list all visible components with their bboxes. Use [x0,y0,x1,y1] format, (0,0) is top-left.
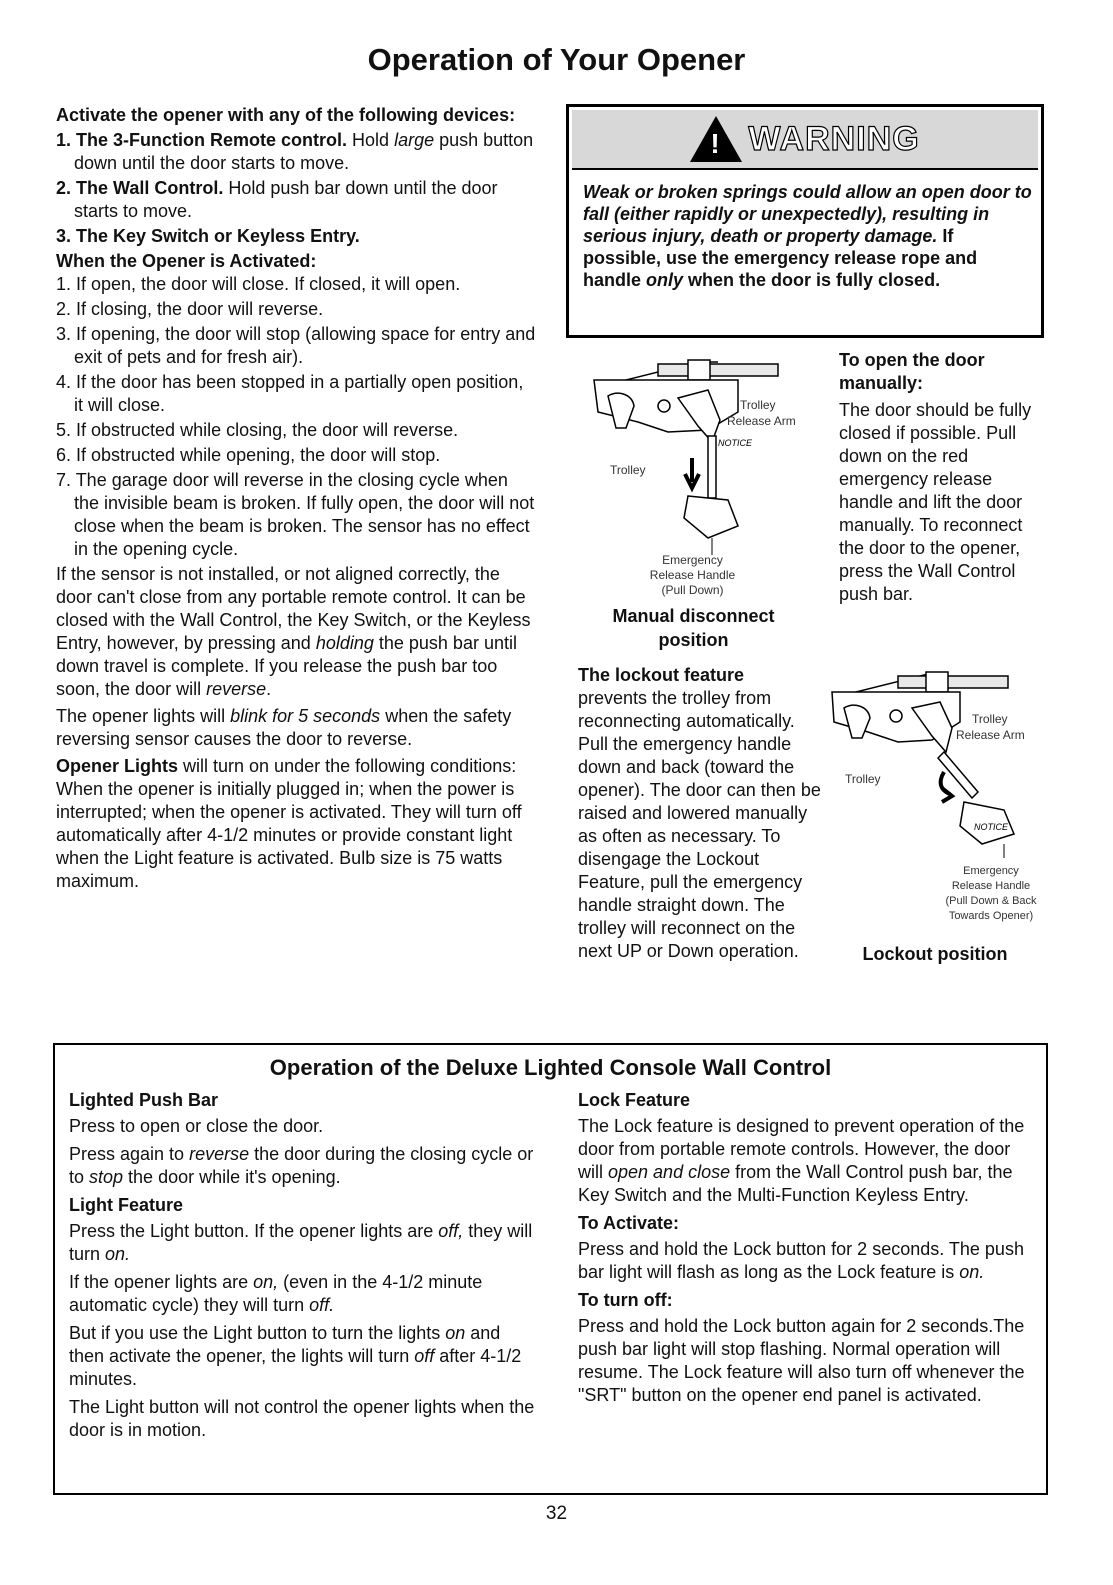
diagram2-handle-label: Emergency Release Handle (Pull Down & Back Towards Opener) [945,865,1037,922]
activated-item-6: 6. If obstructed while opening, the door will stop. [56,445,441,465]
to-turn-off-heading: To turn off: [578,1290,673,1310]
diagram1-caption: Manual disconnect position [612,606,775,650]
lockout-diagram [828,662,1043,862]
left-column [56,104,536,893]
lights-paragraph: Opener Lights will turn on under the following conditions: When the opener is initially plugged in; when the power is interrupted; when the opener is activated. They will turn off automatically after 4-1/2 minutes or provide constant light when the Light feature is activated. Bulb size is 75 watts maximum. [56,756,522,891]
warning-text: Weak or broken springs could allow an open door to fall (either rapidly or unexpectedly), resulting in serious injury, death or property damage. If possible, use the emergency release rope and handle only when the door is fully closed. [583,182,1032,290]
page-number: 32 [545,1503,568,1524]
diagram1-handle-label: Emergency Release Handle (Pull Down) [649,553,736,597]
light-feature-heading: Light Feature [69,1195,184,1215]
activated-item-7: 7. The garage door will reverse in the closing cycle when the invisible beam is broken. If fully open, the door will not close when the beam is broken. The sensor has no effect in the opening cycle. [56,470,535,559]
diagram2-release-arm-label: Release Arm [956,728,1025,742]
warning-box [566,104,1044,338]
open-manually-section [839,349,1044,606]
diagram1-trolley-right-label: Trolley [740,398,776,412]
diagram1-release-arm-label: Release Arm [727,414,796,428]
page-title: Operation of Your Opener [367,42,746,77]
light-text-4: The Light button will not control the opener lights when the door is in motion. [69,1397,535,1440]
sensor-paragraph: If the sensor is not installed, or not aligned correctly, the door can't close from any portable remote control. It can be closed with the Wall Control, the Key Switch, or the Keyless Entry, however, by pressing and holding the push bar until down travel is complete. If you release the push bar too soon, the door will reverse. [56,564,531,699]
activated-heading: When the Opener is Activated: [56,251,317,271]
warning-header [572,110,1038,170]
wall-control-left-column [69,1089,539,1447]
wall-control-right-column [578,1089,1038,1412]
lock-feature-heading: Lock Feature [578,1090,691,1110]
light-text-3: But if you use the Light button to turn the lights on and then activate the opener, the lights will turn off after 4-1/2 minutes. [69,1323,522,1389]
diagram2-trolley-left-label: Trolley [845,772,881,786]
lockout-text: prevents the trolley from reconnecting automatically. Pull the emergency handle down and back (toward the opener). The door can then be raised and lowered manually as often as necessary. To disengage the Lockout Feature, pull the emergency handle straight down. The trolley will reconnect on the next UP or Down operation. [578,688,821,961]
lock-text-1: The Lock feature is designed to prevent operation of the door from portable remote controls. However, the door will open and close from the Wall Control push bar, the Key Switch and the Multi-Function Keyless Entry. [578,1116,1025,1205]
push-bar-text-2: Press again to reverse the door during the closing cycle or to stop the door while it's opening. [69,1144,534,1187]
blink-paragraph: The opener lights will blink for 5 seconds when the safety reversing sensor causes the door to reverse. [56,706,512,749]
diagram1-trolley-left-label: Trolley [610,463,646,477]
activated-item-3: 3. If opening, the door will stop (allowing space for entry and exit of pets and for fresh air). [56,324,536,367]
open-manually-heading: To open the door manually: [839,350,985,393]
device-item-3: 3. The Key Switch or Keyless Entry. [56,226,360,246]
diagram2-trolley-right-label: Trolley [972,712,1008,726]
diagram2-caption: Lockout position [862,944,1008,964]
warning-triangle-icon: ! [690,116,742,162]
activated-item-4: 4. If the door has been stopped in a partially open position, it will close. [56,372,524,415]
activated-item-5: 5. If obstructed while closing, the door will reverse. [56,420,459,440]
push-bar-heading: Lighted Push Bar [69,1090,219,1110]
wall-control-box [53,1043,1048,1495]
activated-item-2: 2. If closing, the door will reverse. [56,299,324,319]
lockout-section [578,664,823,963]
activated-item-1: 1. If open, the door will close. If closed, it will open. [56,274,461,294]
device-item-2: 2. The Wall Control. Hold push bar down until the door starts to move. [56,178,498,221]
to-activate-text: Press and hold the Lock button for 2 seconds. The push bar light will flash as long as the Lock feature is on. [578,1239,1024,1282]
to-activate-heading: To Activate: [578,1213,680,1233]
lockout-heading: The lockout feature [578,665,745,685]
wall-control-title: Operation of the Deluxe Lighted Console Wall Control [269,1055,832,1080]
svg-text:NOTICE: NOTICE [718,438,753,448]
device-item-1: 1. The 3-Function Remote control. Hold large push button down until the door starts to move. [56,130,534,173]
to-turn-off-text: Press and hold the Lock button again for 2 seconds.The push bar light will stop flashing. Normal operation will resume. The Lock feature will also turn off whenever the "SRT" button on the opener end panel is activated. [578,1316,1025,1405]
open-manually-text: The door should be fully closed if possible. Pull down on the red emergency release handle and lift the door manually. To reconnect the door to the opener, press the Wall Control push bar. [839,400,1032,604]
svg-text:NOTICE: NOTICE [974,822,1009,832]
warning-word: WARNING [748,119,920,158]
push-bar-text-1: Press to open or close the door. [69,1116,324,1136]
activate-intro: Activate the opener with any of the following devices: [56,105,516,125]
light-text-1: Press the Light button. If the opener lights are off, they will turn on. [69,1221,533,1264]
light-text-2: If the opener lights are on, (even in the 4-1/2 minute automatic cycle) they will turn off. [69,1272,483,1315]
